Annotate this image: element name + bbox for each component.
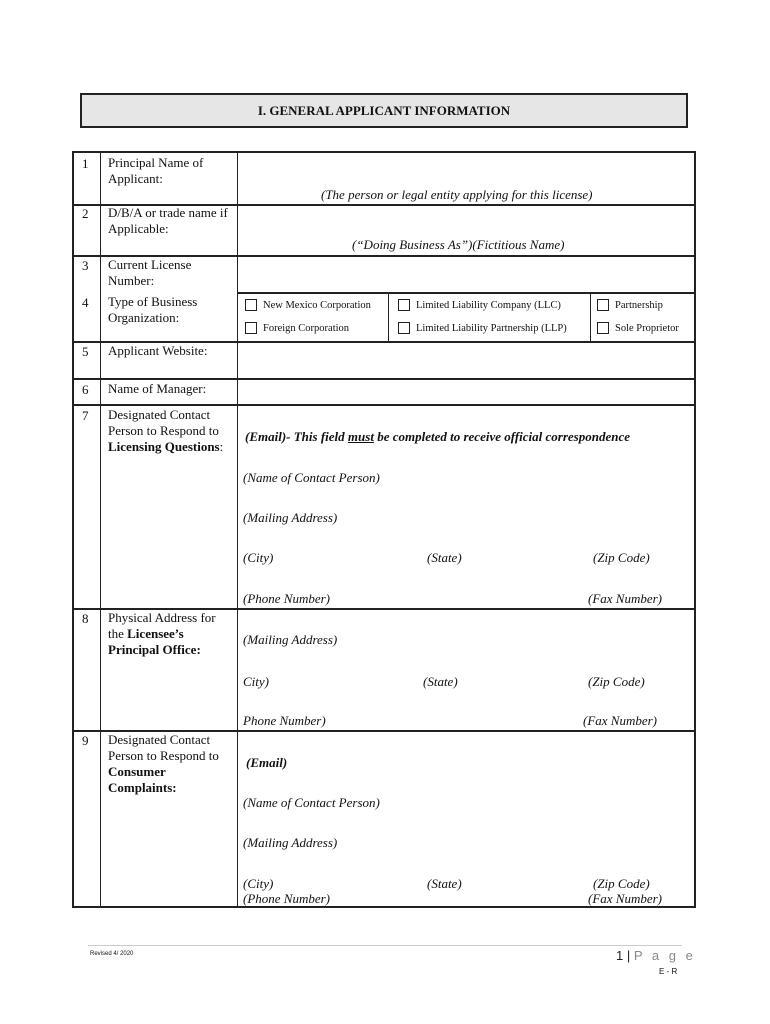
row-divider xyxy=(237,292,694,294)
row-number: 6 xyxy=(82,382,89,397)
office-mailing-address-field[interactable]: (Mailing Address) xyxy=(243,632,338,647)
row-number: 2 xyxy=(82,206,89,221)
complaints-city-field[interactable]: (City) xyxy=(243,876,274,891)
number-column-divider xyxy=(100,153,101,906)
licensing-state-field[interactable]: (State) xyxy=(427,550,462,565)
principal-name-hint: (The person or legal entity applying for this license) xyxy=(321,187,593,202)
option-label: Limited Liability Company (LLC) xyxy=(416,299,561,311)
option-label: Partnership xyxy=(615,299,663,311)
checkbox-sole-proprietor[interactable] xyxy=(597,322,679,334)
label-text: : xyxy=(219,439,224,454)
principal-name-label: Principal Name of Applicant: xyxy=(108,155,204,186)
label-text: Designated Contact Person to Respond to xyxy=(108,407,219,438)
checkbox-nm-corporation[interactable] xyxy=(245,299,371,311)
business-type-label: Type of Business Organization: xyxy=(108,294,198,325)
row-number: 9 xyxy=(82,733,89,748)
email-must-text: must xyxy=(347,429,374,444)
checkbox-icon xyxy=(398,299,410,311)
row-number: 7 xyxy=(82,408,89,423)
revision-note: Revised 4/ 2020 xyxy=(90,951,134,957)
label-bold-text: Licensee’s Principal Office: xyxy=(108,626,201,657)
option-label: Foreign Corporation xyxy=(263,322,350,334)
dba-label: D/B/A or trade name if Applicable: xyxy=(108,205,228,236)
licensing-phone-field[interactable]: (Phone Number) xyxy=(243,591,331,606)
section-header xyxy=(80,93,688,128)
option-label: Sole Proprietor xyxy=(615,322,679,334)
footer-divider xyxy=(88,945,682,946)
checkbox-llp[interactable] xyxy=(398,322,567,334)
complaints-zip-field[interactable]: (Zip Code) xyxy=(593,876,650,891)
complaints-state-field[interactable]: (State) xyxy=(427,876,462,891)
checkbox-icon xyxy=(597,322,609,334)
complaints-fax-field[interactable]: (Fax Number) xyxy=(588,891,663,906)
page-word: P a g e xyxy=(633,948,696,963)
option-label: Limited Liability Partnership (LLP) xyxy=(416,322,567,334)
page-indicator: 1 | P a g e xyxy=(616,948,696,963)
row-number: 4 xyxy=(82,295,89,310)
complaints-contact-name-field[interactable]: (Name of Contact Person) xyxy=(243,795,380,810)
org-type-divider-2 xyxy=(590,292,591,341)
office-zip-field[interactable]: (Zip Code) xyxy=(588,674,645,689)
licensing-mailing-address-field[interactable]: (Mailing Address) xyxy=(243,510,338,525)
complaints-mailing-address-field[interactable]: (Mailing Address) xyxy=(243,835,338,850)
licensing-contact-label xyxy=(108,407,232,455)
org-type-divider-1 xyxy=(388,292,389,341)
checkbox-icon xyxy=(245,322,257,334)
label-bold-text: Consumer Complaints: xyxy=(108,764,177,795)
label-text: Designated Contact Person to Respond to xyxy=(108,732,219,763)
website-field[interactable] xyxy=(238,342,694,376)
dba-hint: (“Doing Business As”)(Fictitious Name) xyxy=(352,237,565,252)
row-number: 1 xyxy=(82,156,89,171)
office-state-field[interactable]: (State) xyxy=(423,674,458,689)
licensing-fax-field[interactable]: (Fax Number) xyxy=(588,591,663,606)
row-number: 5 xyxy=(82,344,89,359)
consumer-contact-label xyxy=(108,732,232,796)
page-number: 1 xyxy=(616,948,624,963)
section-title: I. GENERAL APPLICANT INFORMATION xyxy=(257,102,511,118)
checkbox-icon xyxy=(398,322,410,334)
manager-field[interactable] xyxy=(238,379,694,403)
row-divider xyxy=(74,404,694,406)
license-number-label: Current License Number: xyxy=(108,257,192,288)
complaints-email-field[interactable]: (Email) xyxy=(246,755,288,770)
office-phone-field[interactable]: Phone Number) xyxy=(243,713,326,728)
row-number: 8 xyxy=(82,611,89,626)
licensing-email-field[interactable] xyxy=(245,429,630,445)
label-text: Physical Address for the xyxy=(108,610,216,641)
licensing-zip-field[interactable]: (Zip Code) xyxy=(593,550,650,565)
email-hint-text: (Email)- This field xyxy=(245,429,348,444)
office-fax-field[interactable]: (Fax Number) xyxy=(583,713,658,728)
complaints-phone-field[interactable]: (Phone Number) xyxy=(243,891,331,906)
principal-office-label xyxy=(108,610,232,658)
row-number: 3 xyxy=(82,258,89,273)
label-bold-text: Licensing Questions xyxy=(108,439,220,454)
email-hint-text: be completed to receive official correspondence xyxy=(373,429,631,444)
option-label: New Mexico Corporation xyxy=(263,299,371,311)
website-label: Applicant Website: xyxy=(108,343,208,358)
checkbox-llc[interactable] xyxy=(398,299,561,311)
checkbox-partnership[interactable] xyxy=(597,299,663,311)
checkbox-icon xyxy=(597,299,609,311)
licensing-contact-name-field[interactable]: (Name of Contact Person) xyxy=(243,470,380,485)
license-number-field[interactable] xyxy=(238,256,694,291)
checkbox-foreign-corporation[interactable] xyxy=(245,322,349,334)
checkbox-icon xyxy=(245,299,257,311)
licensing-city-field[interactable]: (City) xyxy=(243,550,274,565)
form-code: E - R xyxy=(659,967,678,976)
office-city-field[interactable]: City) xyxy=(243,674,269,689)
manager-label: Name of Manager: xyxy=(108,381,207,396)
